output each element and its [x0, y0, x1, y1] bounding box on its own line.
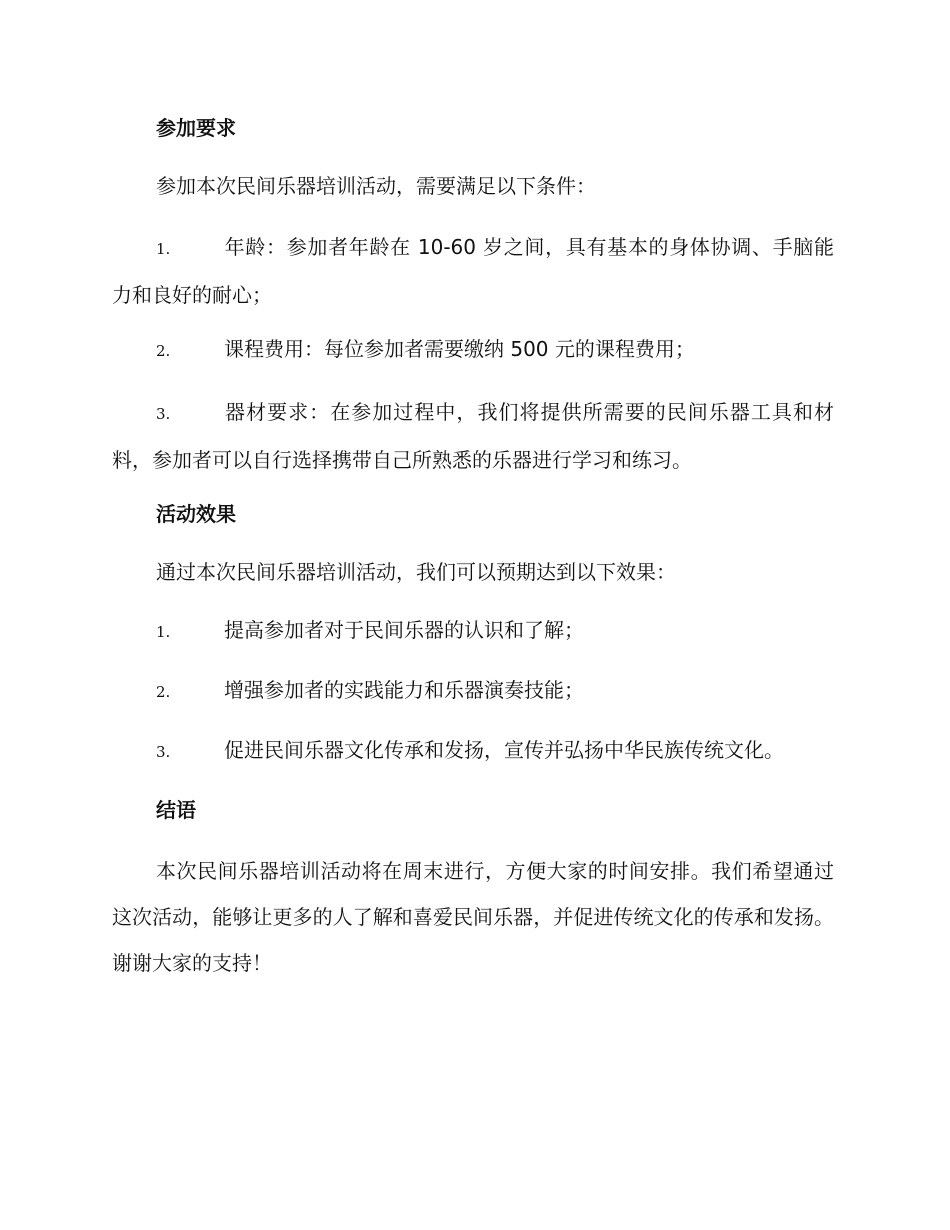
list-item — [112, 389, 834, 483]
list-item-text: 年龄：参加者年龄在 10-60 岁之间，具有基本的身体协调、手脑能力和良好的耐心； — [112, 235, 834, 307]
list-item-text: 课程费用：每位参加者需要缴纳 500 元的课程费用； — [224, 337, 695, 361]
list-item — [112, 329, 834, 371]
list-item-number: 2. — [156, 342, 171, 360]
list-item-number: 1. — [156, 240, 171, 258]
list-item-text: 提高参加者对于民间乐器的认识和了解； — [224, 618, 584, 642]
list-item-number: 1. — [156, 623, 171, 641]
list-item-number: 2. — [156, 683, 171, 701]
section-heading-requirements: 参加要求 — [156, 116, 236, 140]
document-content — [112, 108, 834, 997]
list-item-number: 3. — [156, 405, 171, 423]
list-item — [112, 730, 834, 772]
section-heading-effects: 活动效果 — [156, 502, 236, 526]
section-body-conclusion: 本次民间乐器培训活动将在周末进行，方便大家的时间安排。我们希望通过这次活动，能够让更多的人了解和喜爱民间乐器，并促进传统文化的传承和发扬。谢谢大家的支持！ — [112, 859, 834, 975]
section-intro-effects: 通过本次民间乐器培训活动，我们可以预期达到以下效果： — [156, 560, 676, 584]
list-item — [112, 670, 834, 712]
list-item-number: 3. — [156, 743, 171, 761]
list-item-text: 增强参加者的实践能力和乐器演奏技能； — [224, 678, 584, 702]
list-item-text: 促进民间乐器文化传承和发扬，宣传并弘扬中华民族传统文化。 — [224, 738, 784, 762]
section-heading-conclusion: 结语 — [156, 798, 196, 822]
list-item-text: 器材要求：在参加过程中，我们将提供所需要的民间乐器工具和材料，参加者可以自行选择携带自己所熟悉的乐器进行学习和练习。 — [112, 400, 834, 472]
section-intro-requirements: 参加本次民间乐器培训活动，需要满足以下条件： — [156, 174, 596, 198]
list-item — [112, 610, 834, 652]
list-item — [112, 224, 834, 318]
